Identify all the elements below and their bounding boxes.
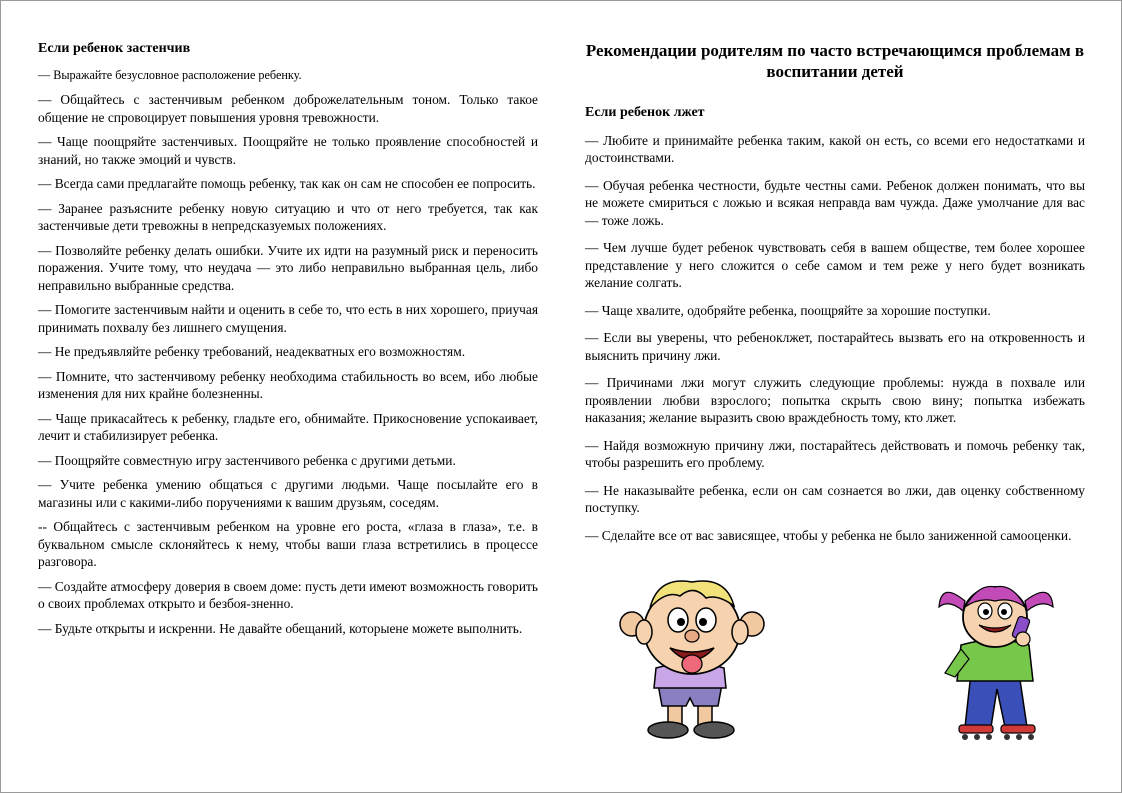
left-item: — Учите ребенка умению общаться с другими людьми. Чаще посылайте его в магазины или с какими-либо поручениями к вашим друзьям, соседям. bbox=[38, 477, 538, 510]
right-item: — Причинами лжи могут служить следующие проблемы: нужда в похвале или проявлении любви взрослого; попытка скрыть свою вину; попытка избежать наказания; желание выразить свою враждебность тому, кто лжет. bbox=[585, 375, 1085, 425]
page-title: Рекомендации родителям по часто встречающимся проблемам в воспитании детей bbox=[585, 41, 1085, 81]
cartoon-boy-illustration bbox=[610, 572, 775, 742]
right-item: — Чем лучше будет ребенок чувствовать себя в вашем обществе, тем более хорошее представление у него сложится о себе самом и тем реже у него будет возникать желание солгать. bbox=[585, 240, 1085, 290]
left-item: — Всегда сами предлагайте помощь ребенку, так как он сам не способен ее попросить. bbox=[38, 176, 536, 191]
left-item: — Чаще поощряйте застенчивых. Поощряйте не только проявление способностей и знаний, но также эмоций и чувств. bbox=[38, 134, 538, 167]
left-item: — Поощряйте совместную игру застенчивого ребенка с другими детьми. bbox=[38, 452, 456, 468]
left-column bbox=[38, 40, 538, 644]
left-heading: Если ребенок застенчив bbox=[38, 41, 191, 56]
right-item: — Не наказывайте ребенка, если он сам сознается во лжи, дав оценку собственному поступку. bbox=[585, 482, 1085, 515]
right-column bbox=[585, 40, 1085, 554]
right-item: — Найдя возможную причину лжи, постарайтесь действовать и помочь ребенку так, чтобы разрешить его проблему. bbox=[585, 437, 1085, 470]
left-item: — Чаще прикасайтесь к ребенку, гладьте его, обнимайте. Прикосновение успокаивает, лечит и стабилизирует ребенка. bbox=[38, 410, 538, 443]
left-item: — Помните, что застенчивому ребенку необходима стабильность во всем, ибо любые изменения для них крайне болезненны. bbox=[38, 368, 538, 401]
right-item: — Если вы уверены, что ребеноклжет, постарайтесь вызвать его на откровенность и выяснить причину лжи. bbox=[585, 330, 1085, 363]
right-item: — Обучая ребенка честности, будьте честны сами. Ребенок должен понимать, что вы не можете смириться с ложью и всякая неправда вам чужда. Даже умолчание для вас — тоже ложь. bbox=[585, 177, 1085, 228]
left-item: — Помогите застенчивым найти и оценить в себе то, что есть в них хорошего, приучая принимать похвалу без лишнего смущения. bbox=[38, 302, 538, 335]
left-item: — Заранее разъясните ребенку новую ситуацию и что от него требуется, так как застенчивые дети тревожны в непредсказуемых положениях. bbox=[38, 200, 538, 233]
right-item: — Сделайте все от вас зависящее, чтобы у ребенка не было заниженной самооценки. bbox=[585, 527, 1072, 543]
left-item: — Общайтесь с застенчивым ребенком доброжелательным тоном. Только такое общение не спровоцирует повышения уровня тревожности. bbox=[38, 92, 538, 125]
right-heading: Если ребенок лжет bbox=[585, 105, 705, 120]
right-item: — Чаще хвалите, одобряйте ребенка, поощряйте за хорошие поступки. bbox=[585, 302, 991, 318]
left-item: — Будьте открыты и искренни. Не давайте обещаний, которыене можете выполнить. bbox=[38, 620, 523, 636]
right-item: — Любите и принимайте ребенка таким, какой он есть, со всеми его недостатками и достоинствами. bbox=[585, 132, 1085, 165]
left-item: — Не предъявляйте ребенку требований, неадекватных его возможностям. bbox=[38, 344, 466, 359]
left-item: -- Общайтесь с застенчивым ребенком на уровне его роста, «глаза в глаза», т.е. в буквальном смысле склоняйтесь к нему, чтобы ваши глаза встретились в процессе разговора. bbox=[38, 519, 538, 569]
left-item: — Создайте атмосферу доверия в своем доме: пусть дети имеют возможность говорить о своих проблемах открыто и безбоя-зненно. bbox=[38, 578, 538, 611]
left-item: — Позволяйте ребенку делать ошибки. Учите их идти на разумный риск и переносить поражения. Учите тому, что неудача — это либо неправильно выбранная цель, либо неправильно выбранные средства. bbox=[38, 242, 538, 293]
left-item: — Выражайте безусловное расположение ребенку. bbox=[38, 67, 302, 82]
cartoon-girl-illustration bbox=[935, 577, 1055, 742]
